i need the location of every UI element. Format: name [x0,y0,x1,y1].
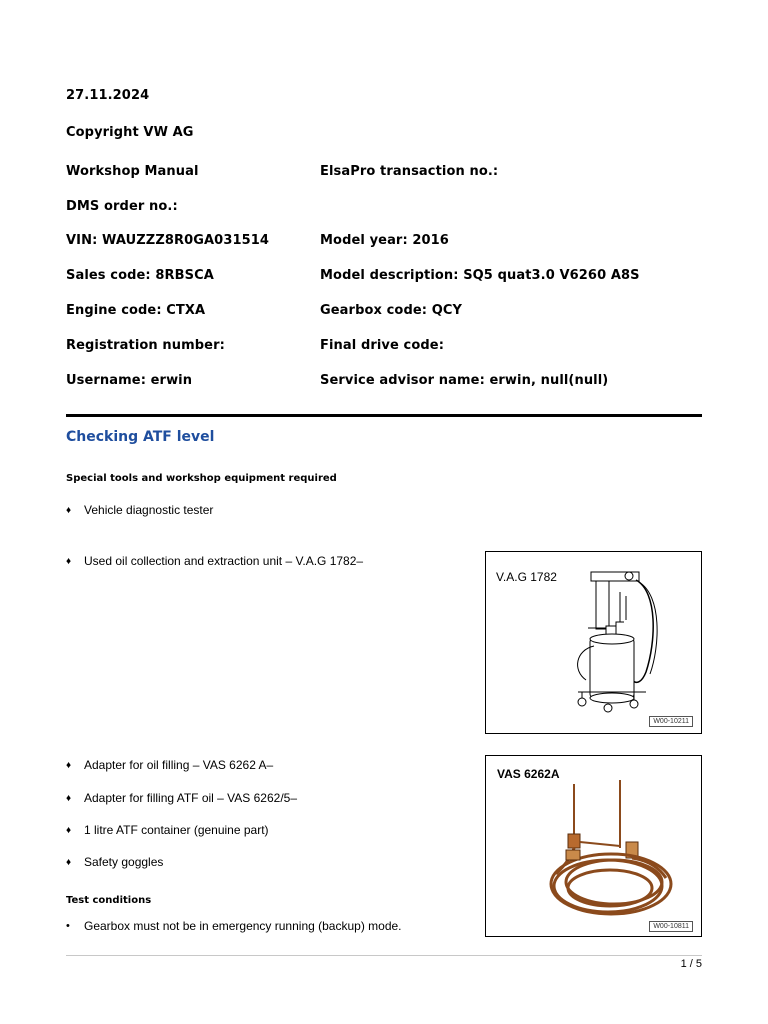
figure-label: V.A.G 1782 [496,570,557,584]
sales-code-field: Sales code: 8RBSCA [66,268,214,283]
copyright-line: Copyright VW AG [66,125,194,140]
figure-oil-extraction-unit [485,551,702,734]
list-item [66,855,163,869]
list-item-text: Adapter for filling ATF oil – VAS 6262/5– [84,791,298,805]
engine-code-field: Engine code: CTXA [66,303,206,318]
diamond-bullet-icon: ♦ [66,792,72,804]
diamond-bullet-icon: ♦ [66,555,72,567]
workshop-manual-label: Workshop Manual [66,164,199,179]
vin-field: VIN: WAUZZZ8R0GA031514 [66,233,270,248]
list-item-text: Adapter for oil filling – VAS 6262 A– [84,758,274,772]
gearbox-code-field: Gearbox code: QCY [320,303,463,318]
list-item [66,823,269,837]
print-date: 27.11.2024 [66,88,150,103]
dot-bullet-icon: • [66,920,70,932]
registration-number-field: Registration number: [66,338,225,353]
list-item [66,791,297,805]
list-item [66,554,363,568]
figure-code: W00-10811 [649,921,693,932]
list-item [66,758,273,772]
list-item-text: 1 litre ATF container (genuine part) [84,823,269,837]
final-drive-code-field: Final drive code: [320,338,444,353]
elsapro-transaction-label: ElsaPro transaction no.: [320,164,499,179]
oil-extraction-unit-icon [486,552,703,735]
footer-divider [66,955,702,956]
section-title: Checking ATF level [66,429,215,445]
oil-filling-adapter-hose-icon [486,756,703,938]
diamond-bullet-icon: ♦ [66,856,72,868]
diamond-bullet-icon: ♦ [66,504,72,516]
list-item-text: Used oil collection and extraction unit – V.A.G 1782– [84,554,364,568]
username-field: Username: erwin [66,373,193,388]
header-divider [66,414,702,417]
figure-code: W00-10211 [649,716,693,727]
diamond-bullet-icon: ♦ [66,759,72,771]
list-item-text: Vehicle diagnostic tester [84,503,214,517]
page-number: 1 / 5 [680,958,702,970]
conditions-heading: Test conditions [66,895,152,906]
model-description-field: Model description: SQ5 quat3.0 V6260 A8S [320,268,640,283]
service-advisor-field: Service advisor name: erwin, null(null) [320,373,609,388]
list-item [66,503,213,517]
list-item-text: Safety goggles [84,855,164,869]
dms-order-label: DMS order no.: [66,199,178,214]
model-year-field: Model year: 2016 [320,233,449,248]
list-item-text: Gearbox must not be in emergency running (backup) mode. [84,919,402,933]
tools-heading: Special tools and workshop equipment required [66,473,337,484]
figure-oil-filling-adapter [485,755,702,937]
list-item [66,919,402,933]
diamond-bullet-icon: ♦ [66,824,72,836]
figure-label: VAS 6262A [497,767,560,781]
